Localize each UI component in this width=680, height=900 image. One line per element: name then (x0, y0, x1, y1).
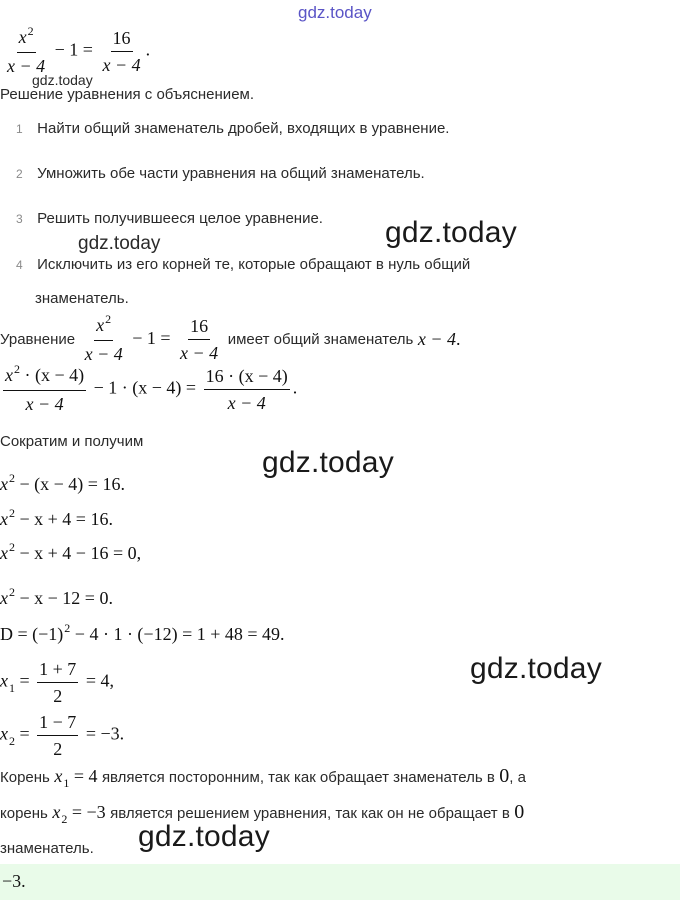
watermark: gdz.today (32, 72, 93, 88)
equation-line: $x^2 - x + 4 = 16$. (0, 506, 113, 529)
step-number: 4 (16, 258, 23, 272)
step-text: Умножить обе части уравнения на общий знаменатель. (37, 165, 425, 182)
step-item (16, 210, 323, 228)
common-denominator-line: Уравнение $\frac{x^2}{x - 4}$ − 1 = $\frac{16}{x - 4}$ имеет общий знаменатель x − 4. (0, 312, 461, 364)
conclusion-line: знаменатель. (0, 840, 94, 857)
step-number: 2 (16, 167, 23, 181)
watermark: gdz.today (138, 820, 270, 853)
step-number: 1 (16, 122, 23, 136)
answer-box (0, 864, 680, 900)
answer-value: −3. (2, 871, 26, 891)
discriminant-line: $D = (-1)^2 - 4 \cdot 1 \cdot (-12) = 1 + 48 = 49$. (0, 621, 285, 644)
root-x1: $x_1$ = $\frac{1 + 7}{2}$ = 4, (0, 659, 114, 706)
step-text-continued: знаменатель. (35, 290, 129, 307)
watermark: gdz.today (298, 3, 372, 22)
step-text: Найти общий знаменатель дробей, входящих в уравнение. (37, 120, 450, 137)
conclusion-line: корень $x_2 = -3$ является решением уравнения, так как он не обращает в 0 (0, 801, 525, 826)
watermark: gdz.today (470, 652, 602, 685)
watermark: gdz.today (262, 446, 394, 479)
fraction: $\frac{16}{x - 4}$ (102, 28, 141, 75)
root-x2: $x_2$ = $\frac{1 - 7}{2}$ = −3. (0, 712, 125, 759)
step-text: Решить получившееся целое уравнение. (37, 210, 323, 227)
step-item (16, 165, 425, 183)
reduce-text: Сократим и получим (0, 433, 144, 450)
equation-line: $x^2 - (x - 4) = 16$. (0, 471, 125, 494)
equation-line: $x^2 - x + 4 - 16 = 0$, (0, 540, 142, 563)
watermark: gdz.today (78, 233, 161, 254)
equation-line: $x^2 - x - 12 = 0$. (0, 585, 113, 608)
multiplied-equation: $\frac{x^2 \cdot (x - 4)}{x - 4}$ − 1 · (x − 4) = $\frac{16 \cdot (x - 4)}{x - 4}$ . (5, 362, 298, 414)
step-item (16, 256, 470, 274)
step-item (16, 120, 449, 138)
step-number: 3 (16, 212, 23, 226)
section-heading: Решение уравнения с объяснением. (0, 86, 255, 103)
fraction: $\frac{x^2}{x - 4}$ (7, 24, 46, 76)
watermark: gdz.today (385, 216, 517, 249)
main-equation: $\frac{x^2}{x - 4}$ − 1 = $\frac{16}{x - 4}$ . (7, 24, 151, 76)
conclusion-line: Корень $x_1 = 4$ является посторонним, так как обращает знаменатель в 0, а (0, 765, 526, 790)
step-text: Исключить из его корней те, которые обращают в нуль общий (37, 256, 471, 273)
